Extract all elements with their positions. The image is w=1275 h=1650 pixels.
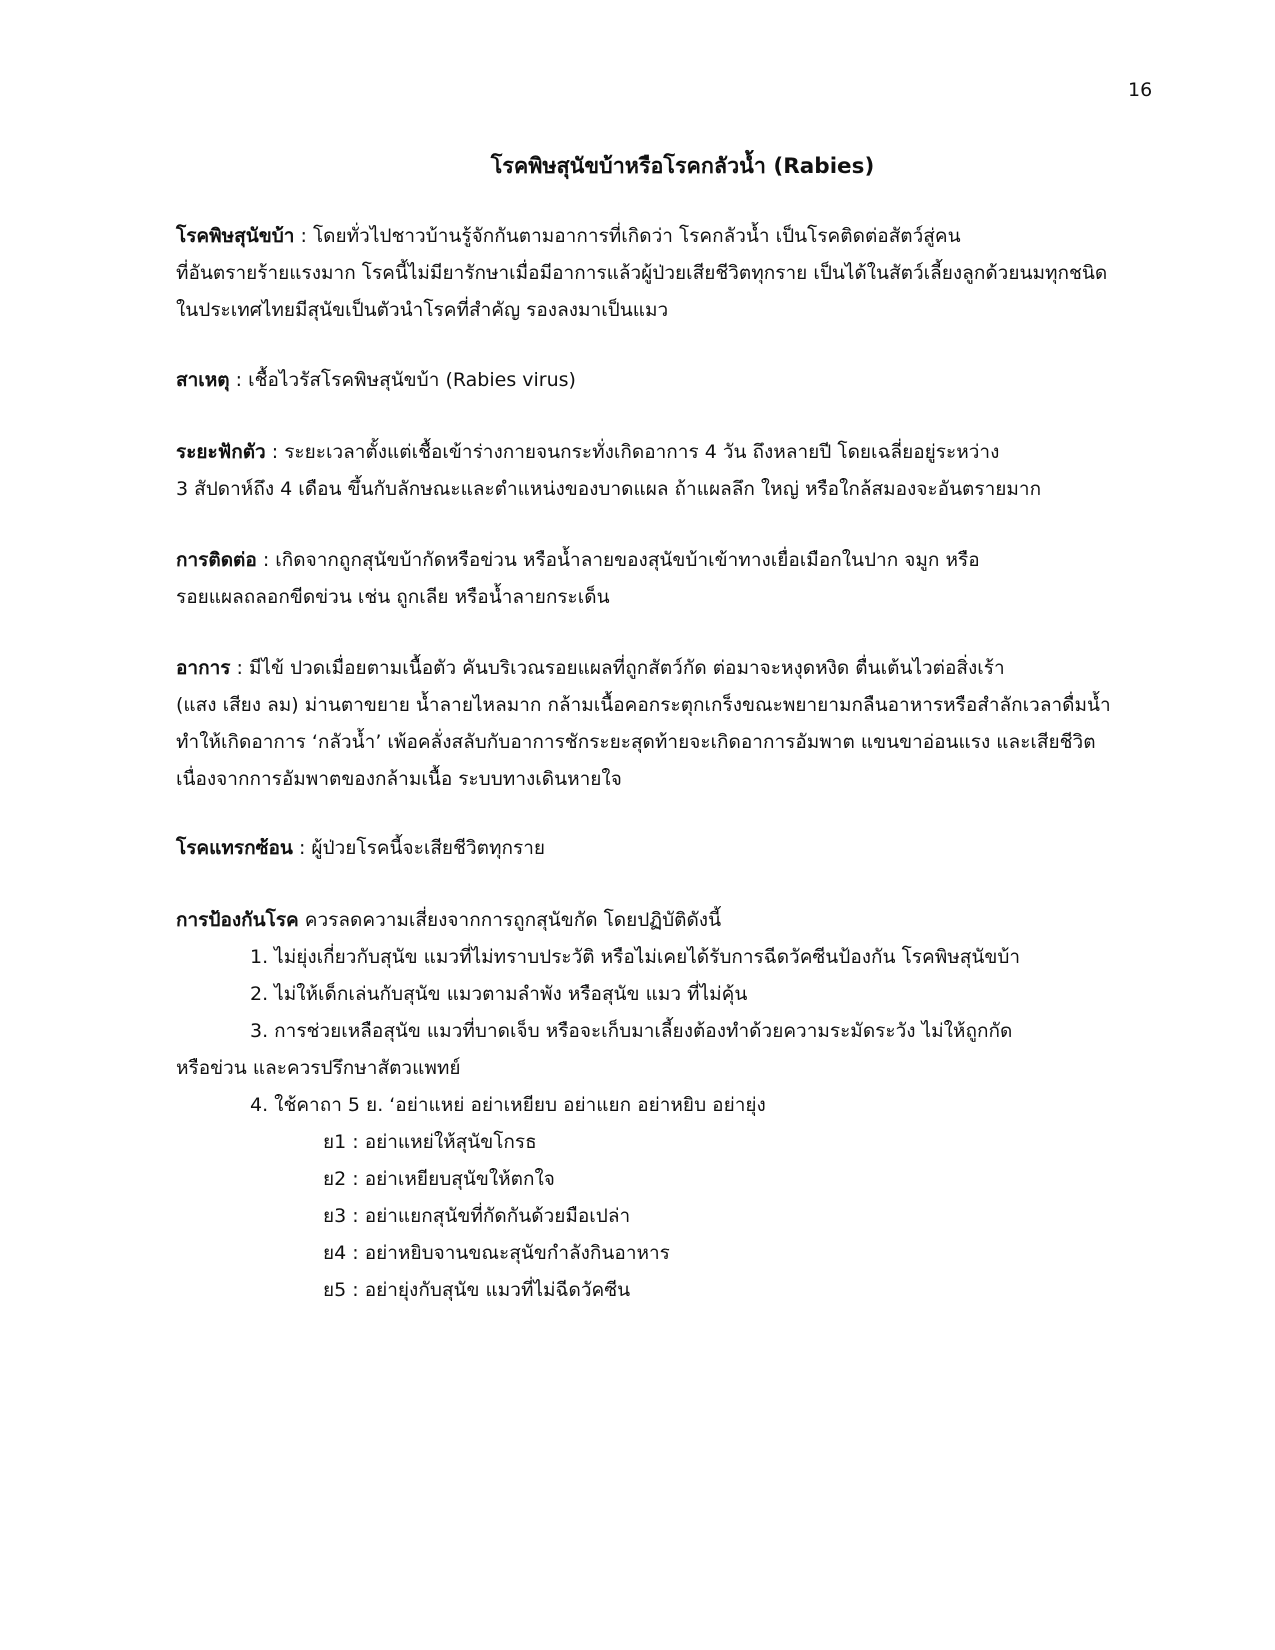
paragraph-line [176, 650, 1111, 687]
section-label: การติดต่อ [176, 549, 257, 571]
section-text: : เชื้อไวรัสโรคพิษสุนัขบ้า (Rabies virus) [229, 369, 576, 391]
section-text: : มีไข้ ปวดเมื่อยตามเนื้อตัว คันบริเวณรอยแผลที่ถูกสัตว์กัด ต่อมาจะหงุดหงิด ตื่นเต้นไวต่อสิ่งเร้า [230, 657, 1005, 679]
section-text: : ผู้ป่วยโรคนี้จะเสียชีวิตทุกราย [292, 837, 545, 859]
section-incubation [176, 434, 1041, 508]
section-label: โรคแทรกซ้อน [176, 837, 293, 859]
paragraph-line: ในประเทศไทยมีสุนัขเป็นตัวนำโรคที่สำคัญ รองลงมาเป็นแมว [176, 299, 669, 321]
section-text: : ระยะเวลาตั้งแต่เชื้อเข้าร่างกายจนกระทั่งเกิดอาการ 4 วัน ถึงหลายปี โดยเฉลี่ยอยู่ระหว่าง [265, 441, 1000, 463]
list-item: 2. ไม่ให้เด็กเล่นกับสุนัข แมวตามลำพัง หรือสุนัข แมว ที่ไม่คุ้น [250, 983, 748, 1005]
list-item: 1. ไม่ยุ่งเกี่ยวกับสุนัข แมวที่ไม่ทราบประวัติ หรือไม่เคยได้รับการฉีดวัคซีนป้องกัน โรคพิษสุนัขบ้า [250, 946, 1021, 968]
section-definition [176, 218, 1107, 329]
list-item: 4. ใช้คาถา 5 ย. ‘อย่าแหย่ อย่าเหยียบ อย่าแยก อย่าหยิบ อย่ายุ่ง [250, 1094, 766, 1116]
section-label: โรคพิษสุนัขบ้า [176, 225, 295, 247]
section-label: การป้องกันโรค [176, 909, 299, 931]
paragraph-line: ทำให้เกิดอาการ ‘กลัวน้ำ’ เพ้อคลั่งสลับกับอาการชักระยะสุดท้ายจะเกิดอาการอัมพาต แขนขาอ่อนแรง และเสียชีวิต [176, 731, 1096, 753]
section-text: ควรลดความเสี่ยงจากการถูกสุนัขกัด โดยปฏิบัติดังนี้ [298, 909, 722, 931]
section-prevention [176, 902, 1020, 1309]
section-text: : โดยทั่วไปชาวบ้านรู้จักกันตามอาการที่เกิดว่า โรคกลัวน้ำ เป็นโรคติดต่อสัตว์สู่คน [294, 225, 961, 247]
section-label: อาการ [176, 657, 231, 679]
section-symptoms [176, 650, 1111, 798]
section-complications [176, 830, 545, 867]
paragraph-line: ที่อันตรายร้ายแรงมาก โรคนี้ไม่มียารักษาเมื่อมีอาการแล้วผู้ป่วยเสียชีวิตทุกราย เป็นได้ในสัตว์เลี้ยงลูกด้วยนมทุกชนิด [176, 262, 1108, 284]
paragraph-line [176, 542, 980, 579]
paragraph-line [176, 218, 1107, 255]
paragraph-line: 3 สัปดาห์ถึง 4 เดือน ขึ้นกับลักษณะและตำแหน่งของบาดแผล ถ้าแผลลึก ใหญ่ หรือใกล้สมองจะอันตรายมาก [176, 478, 1042, 500]
page-number: 16 [1128, 79, 1153, 101]
sub-list-item: ย2 : อย่าเหยียบสุนัขให้ตกใจ [323, 1168, 555, 1190]
paragraph-line [176, 362, 576, 399]
section-label: ระยะฟักตัว [176, 441, 266, 463]
paragraph-line [176, 434, 1041, 471]
section-transmission [176, 542, 980, 616]
sub-list-item: ย1 : อย่าแหย่ให้สุนัขโกรธ [323, 1131, 537, 1153]
paragraph-line [176, 830, 545, 867]
sub-list-item: ย4 : อย่าหยิบจานขณะสุนัขกำลังกินอาหาร [323, 1242, 670, 1264]
section-cause [176, 362, 576, 399]
list-item: 3. การช่วยเหลือสุนัข แมวที่บาดเจ็บ หรือจะเก็บมาเลี้ยงต้องทำด้วยความระมัดระวัง ไม่ให้ถูกกัด [250, 1020, 1013, 1042]
paragraph-line: รอยแผลถลอกขีดข่วน เช่น ถูกเลีย หรือน้ำลายกระเด็น [176, 586, 610, 608]
sub-list-item: ย5 : อย่ายุ่งกับสุนัข แมวที่ไม่ฉีดวัคซีน [323, 1279, 631, 1301]
paragraph-line: (แสง เสียง ลม) ม่านตาขยาย น้ำลายไหลมาก กล้ามเนื้อคอกระตุกเกร็งขณะพยายามกลืนอาหารหรือสำลักเวลาดื่มน้ำ [176, 694, 1111, 716]
page-title: โรคพิษสุนัขบ้าหรือโรคกลัวน้ำ (Rabies) [490, 154, 875, 179]
section-label: สาเหตุ [176, 369, 230, 391]
paragraph-line: เนื่องจากการอัมพาตของกล้ามเนื้อ ระบบทางเดินหายใจ [176, 768, 622, 790]
section-text: : เกิดจากถูกสุนัขบ้ากัดหรือข่วน หรือน้ำลายของสุนัขบ้าเข้าทางเยื่อเมือกในปาก จมูก หรือ [256, 549, 980, 571]
sub-list-item: ย3 : อย่าแยกสุนัขที่กัดกันด้วยมือเปล่า [323, 1205, 631, 1227]
paragraph-line [176, 902, 1020, 939]
list-item-continuation: หรือข่วน และควรปรึกษาสัตวแพทย์ [176, 1057, 461, 1079]
